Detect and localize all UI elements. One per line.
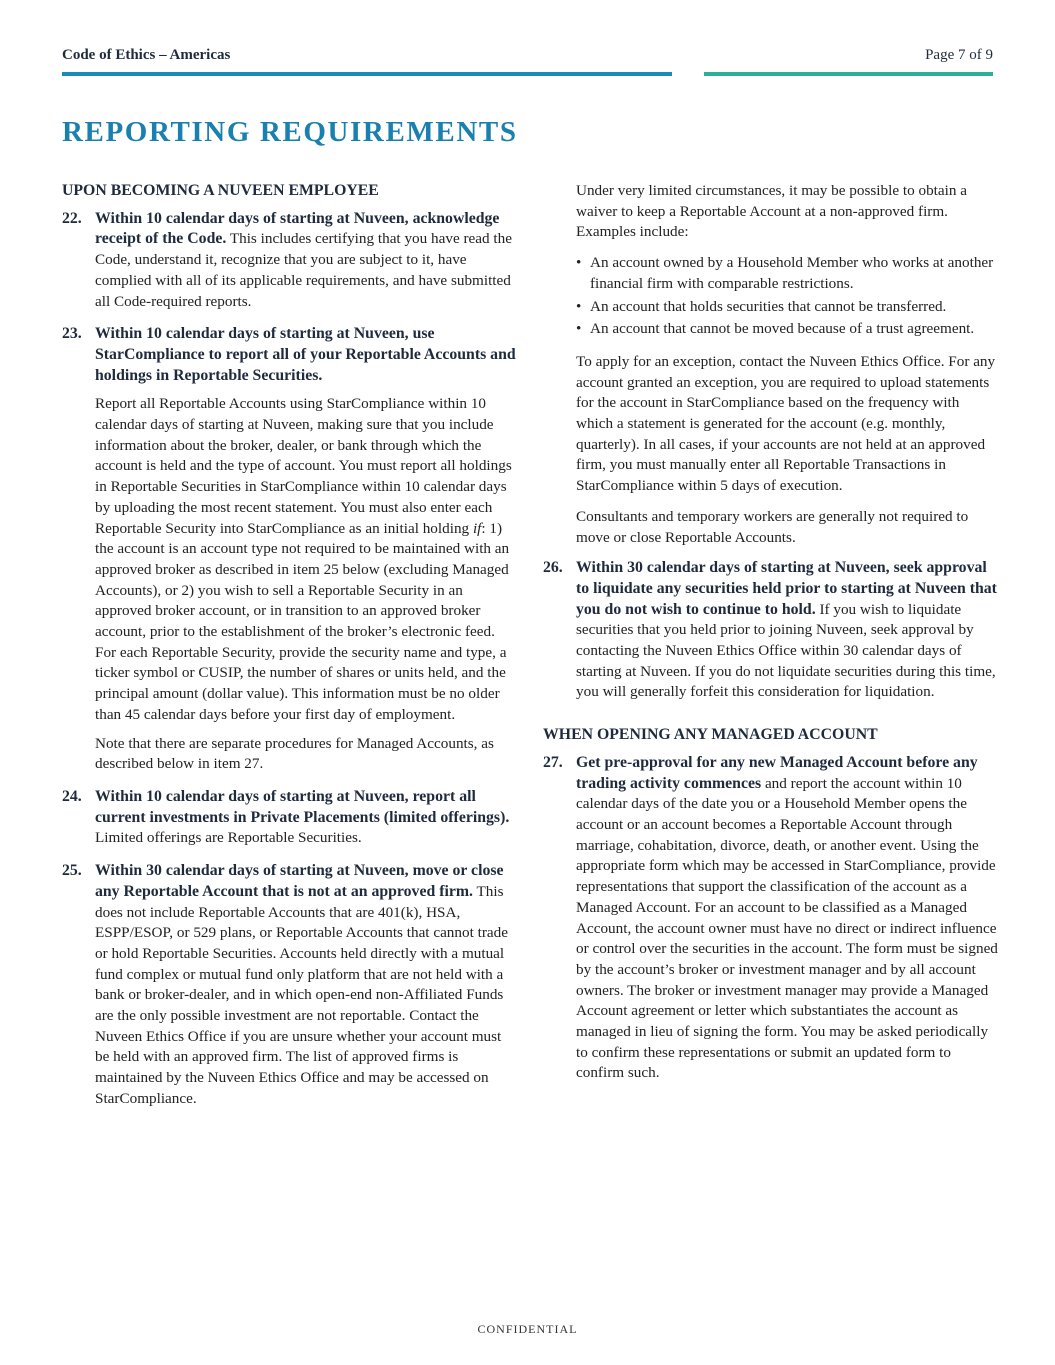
item-emphasis: if <box>472 519 482 537</box>
page-number: Page 7 of 9 <box>925 47 993 63</box>
item-text: If you wish to liquidate securities that you held prior to joining Nuveen, seek approval by contacting the Nuveen Ethics Office within 30 calendar days of starting at Nuveen. If you do not liquidate securities during this time, you will generally forfeit this consideration for liquidation. <box>576 600 996 701</box>
exception-paragraph: To apply for an exception, contact the Nuveen Ethics Office. For any account granted an exception, you are required to upload statements for the account in StarCompliance based on the frequency with which a statement is generated for the account (e.g. monthly, quarterly). In all cases, if your accounts are not held at an approved firm, you must manually enter all Reportable Transactions in StarCompliance within 5 days of execution. <box>576 352 996 495</box>
item-body <box>95 861 517 1109</box>
section-heading-managed-account: WHEN OPENING ANY MANAGED ACCOUNT <box>543 726 878 744</box>
item-body <box>95 324 517 775</box>
item-text: This does not include Reportable Accounts that are 401(k), HSA, ESPP/ESOP, or 529 plans, or Reportable Accounts that cannot trade or hold Reportable Securities. Accounts held directly with a mutual fund complex or mutual fund only platform that are not held with a bank or broker-dealer, and in which open-end non-Affiliated Funds are the only possible investment are not reportable. Contact the Nuveen Ethics Office if you are unsure whether your account must be held with an approved firm. The list of approved firms is maintained by the Nuveen Ethics Office and may be accessed on StarCompliance. <box>95 882 508 1107</box>
item-lead: Within 30 calendar days of starting at Nuveen, move or close any Reportable Account that is not at an approved firm. <box>95 862 504 900</box>
item-note: Note that there are separate procedures for Managed Accounts, as described below in item 27. <box>95 734 494 773</box>
item-text: Limited offerings are Reportable Securities. <box>95 829 362 847</box>
item-lead: Within 10 calendar days of starting at Nuveen, use StarCompliance to report all of your Reportable Accounts and holdings in Reportable Securities. <box>95 325 516 384</box>
item-lead: Within 10 calendar days of starting at Nuveen, report all current investments in Private Placements (limited offerings). <box>95 787 510 826</box>
list-item: • An account that cannot be moved because of a trust agreement. <box>576 319 998 340</box>
item-24 <box>62 787 517 849</box>
item-text: and report the account within 10 calendar days of the date you or a Household Member opens the account or an account becomes a Reportable Account through marriage, cohabitation, divorce, death, or another event. Using the appropriate form which may be accessed in StarCompliance, provide representations that support the classification of the account as a Managed Account. For an account to be classified as a Managed Account, the account owner must have no direct or indirect influence or control over the securities in the account. The form must be signed by the account’s broker or investment manager and by all account owners. The broker or investment manager may provide a Managed Account agreement or letter which substantiates the account as managed in lieu of signing the form. You may be asked periodically to confirm these representations or submit an updated form to confirm such. <box>576 774 998 1082</box>
header-rule-green <box>704 72 993 76</box>
list-item: • An account owned by a Household Member who works at another financial firm with comparable restrictions. <box>576 253 998 294</box>
waiver-intro: Under very limited circumstances, it may be possible to obtain a waiver to keep a Reportable Account at a non-approved firm. Examples include: <box>576 182 967 241</box>
right-column <box>543 181 998 1096</box>
item-25 <box>62 861 517 1109</box>
item-number: 27. <box>543 753 563 771</box>
item-paragraph <box>95 394 517 725</box>
item-22 <box>62 209 517 313</box>
waiver-examples-list <box>576 253 998 340</box>
list-item: • An account that holds securities that cannot be transferred. <box>576 297 998 318</box>
page-title: REPORTING REQUIREMENTS <box>62 116 518 148</box>
item-number: 23. <box>62 325 82 343</box>
item-number: 26. <box>543 559 563 577</box>
item-text: This includes certifying that you have read the Code, understand it, recognize that you are subject to it, have complied with all of its applicable requirements, and have submitted all Code-required reports. <box>95 230 512 310</box>
item-lead: Get pre-approval for any new Managed Account before any trading activity commences <box>576 753 978 792</box>
document-title: Code of Ethics – Americas <box>62 47 231 63</box>
item-body <box>576 558 998 703</box>
item-lead: Within 10 calendar days of starting at Nuveen, acknowledge receipt of the Code. <box>95 209 500 248</box>
consultants-paragraph: Consultants and temporary workers are generally not required to move or close Reportable Accounts. <box>576 507 969 546</box>
left-column <box>62 181 517 1122</box>
item-body <box>95 787 517 849</box>
section-heading-new-employee: UPON BECOMING A NUVEEN EMPLOYEE <box>62 182 379 199</box>
item-body <box>95 209 517 313</box>
item-lead: Within 30 calendar days of starting at Nuveen, seek approval to liquidate any securities held prior to starting at Nuveen that you do not wish to continue to hold. <box>576 559 997 618</box>
item-number: 22. <box>62 209 82 227</box>
item-number: 24. <box>62 787 82 805</box>
item-text: : 1) the account is an account type not required to be maintained with an approved broker as described in item 25 below (excluding Managed Accounts), or 2) you wish to sell a Reportable Security in an approved broker account, or in transition to an approved broker account, prior to the establishment of the broker’s electronic feed. For each Reportable Security, provide the security name and type, a ticker symbol or CUSIP, the number of shares or units held, and the principal amount (dollar value). This information must be no older than 45 calendar days before your first day of employment. <box>95 519 510 723</box>
item-27 <box>543 753 998 1084</box>
item-23 <box>62 324 517 775</box>
item-body <box>576 753 998 1084</box>
header-rule-blue <box>62 72 672 76</box>
confidential-footer: CONFIDENTIAL <box>477 1322 578 1336</box>
item-text: Report all Reportable Accounts using StarCompliance within 10 calendar days of starting at Nuveen, making sure that you include information about the broker, dealer, or bank through which the account is held and the type of account. You must report all holdings in Reportable Securities in StarCompliance within 10 calendar days by uploading the most recent statement. You must also enter each Reportable Security into StarCompliance as an initial holding <box>95 395 512 537</box>
item-26 <box>543 558 998 703</box>
item-number: 25. <box>62 862 82 880</box>
